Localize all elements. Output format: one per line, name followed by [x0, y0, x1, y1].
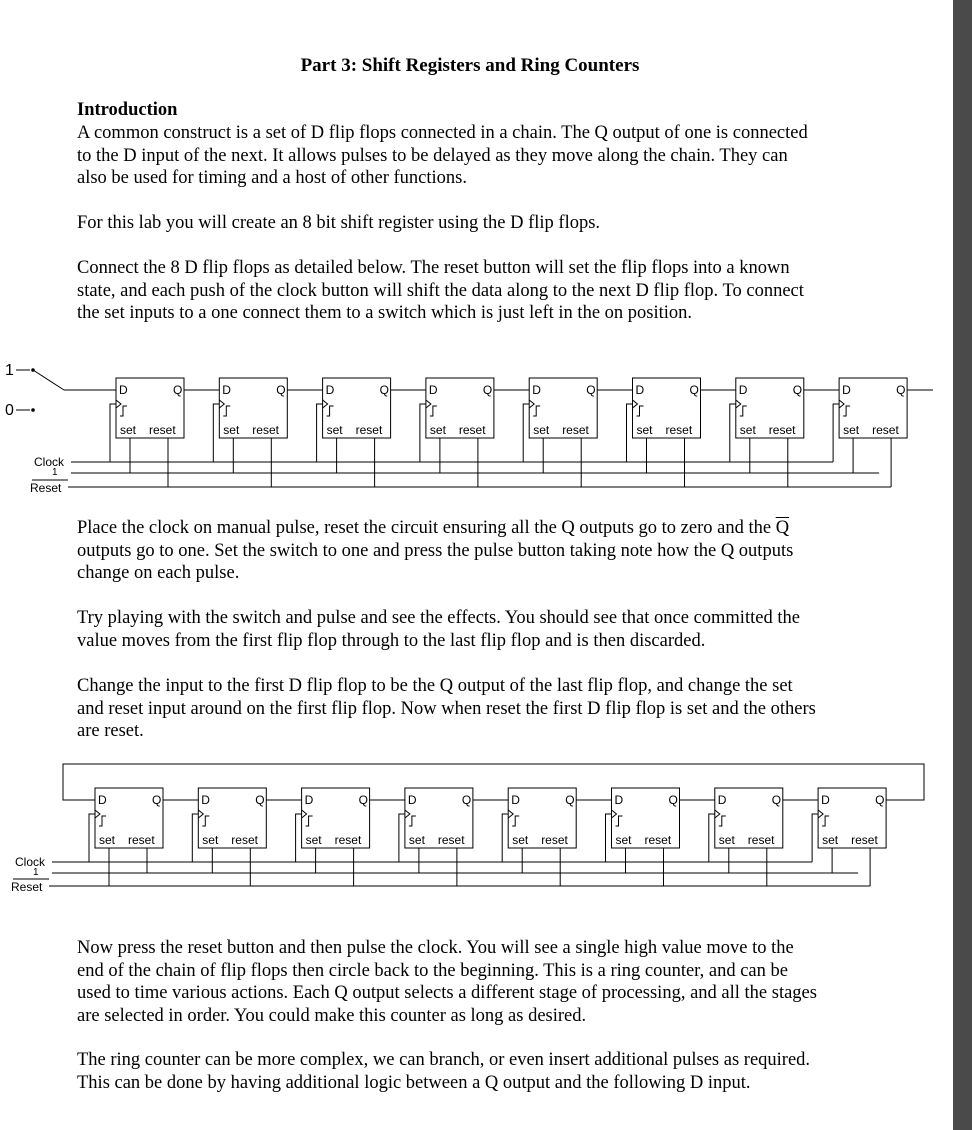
set-label: set	[408, 833, 425, 847]
set-label: set	[512, 833, 529, 847]
q-label: Q	[358, 793, 368, 807]
ring-counter-diagram	[0, 755, 940, 900]
clock-lead	[730, 404, 736, 462]
page-title: Part 3: Shift Registers and Ring Counters	[300, 55, 640, 76]
reset-label: reset	[149, 423, 176, 437]
q-label: Q	[586, 383, 596, 397]
reset-label: reset	[437, 833, 465, 847]
reset-line-label: Reset	[30, 481, 62, 495]
clock-lead	[502, 814, 508, 862]
set-label: set	[223, 423, 240, 437]
q-label: Q	[565, 793, 575, 807]
d-label: D	[222, 383, 231, 397]
d-label: D	[821, 793, 830, 807]
set-label: set	[739, 423, 756, 437]
reset-label: reset	[355, 423, 383, 437]
reset-label: reset	[128, 833, 155, 847]
shift-register-diagram	[0, 355, 940, 500]
reset-line-label: Reset	[11, 880, 43, 894]
q-label: Q	[771, 793, 782, 807]
set-label: set	[718, 833, 735, 847]
one-label: 1	[33, 867, 39, 878]
clock-lead	[213, 404, 219, 462]
clock-lead	[833, 404, 839, 462]
d-label: D	[407, 793, 417, 807]
clock-lead	[812, 814, 818, 862]
d-label: D	[304, 793, 314, 807]
switch-zero-label: 0	[5, 402, 14, 419]
q-label: Q	[482, 383, 493, 397]
q-label: Q	[152, 793, 162, 807]
set-label: set	[326, 423, 343, 437]
clock-lead	[89, 814, 95, 862]
paragraph-pulse: Place the clock on manual pulse, reset the circuit ensuring all the Q outputs go to zero and the $\overline{Q}$ outputs go to one. Set the switch to one and press the pulse button taking note how the Q outputs change on each pulse.	[77, 518, 794, 583]
q-label: Q	[689, 383, 699, 397]
q-label: Q	[276, 383, 286, 397]
intro-heading: Introduction	[77, 100, 178, 120]
q-bar: $\overline{Q}$	[775, 518, 790, 538]
set-label: set	[843, 423, 860, 437]
set-label: set	[305, 833, 322, 847]
paragraph-intro: A common construct is a set of D flip flops connected in a chain. The Q output of one is connected to the D input of the next. It allows pulses to be delayed as they move along the chain. They can also be used for timing and a host of other functions.	[77, 123, 808, 188]
d-label: D	[428, 383, 438, 397]
paragraph-try: Try playing with the switch and pulse and see the effects. You should see that once committed the value moves from the first flip flop through to the last flip flop and is then discarded.	[77, 608, 800, 651]
feedback-loop-wire	[63, 764, 924, 800]
q-label: Q	[255, 793, 265, 807]
d-label: D	[717, 793, 727, 807]
q-label: Q	[461, 793, 472, 807]
clock-lead	[317, 404, 323, 462]
clock-lead	[627, 404, 633, 462]
paragraph-lab-task: For this lab you will create an 8 bit shift register using the D flip flops.	[77, 213, 601, 233]
d-label: D	[119, 383, 128, 397]
clock-lead	[399, 814, 405, 862]
set-label: set	[120, 423, 137, 437]
reset-label: reset	[644, 833, 672, 847]
clock-lead	[110, 404, 116, 462]
d-label: D	[635, 383, 645, 397]
shift-register-circuit	[5, 362, 933, 495]
set-label: set	[615, 833, 632, 847]
reset-label: reset	[562, 423, 589, 437]
switch-lever	[33, 370, 64, 390]
set-label: set	[636, 423, 653, 437]
d-label: D	[325, 383, 335, 397]
q-label: Q	[668, 793, 678, 807]
set-label: set	[202, 833, 219, 847]
d-label: D	[98, 793, 107, 807]
clock-lead	[523, 404, 529, 462]
clock-lead	[709, 814, 715, 862]
switch-one-label: 1	[5, 362, 14, 379]
clock-lead	[296, 814, 302, 862]
d-label: D	[842, 383, 851, 397]
paragraph-complex: The ring counter can be more complex, we can branch, or even insert additional pulses as required. This can be done by having additional logic between a Q output and the following D input.	[77, 1050, 811, 1093]
one-label: 1	[52, 467, 58, 478]
q-label: Q	[173, 383, 183, 397]
clock-label: Clock	[34, 455, 65, 469]
q-label: Q	[379, 383, 389, 397]
reset-label: reset	[252, 423, 279, 437]
reset-label: reset	[851, 833, 878, 847]
d-label: D	[511, 793, 520, 807]
paragraph-change: Change the input to the first D flip flop to be the Q output of the last flip flop, and change the set and reset input around on the first flip flop. Now when reset the first D flip flop is set and the others are reset.	[77, 676, 816, 741]
reset-label: reset	[747, 833, 775, 847]
scrollbar[interactable]	[953, 0, 972, 1130]
reset-label: reset	[458, 423, 486, 437]
reset-label: reset	[665, 423, 693, 437]
set-label: set	[429, 423, 446, 437]
ring-counter-circuit	[11, 764, 924, 894]
q-label: Q	[896, 383, 906, 397]
clock-lead	[192, 814, 198, 862]
d-label: D	[532, 383, 541, 397]
reset-label: reset	[334, 833, 362, 847]
set-label: set	[822, 833, 839, 847]
paragraph-connect: Connect the 8 D flip flops as detailed below. The reset button will set the flip flops into a known state, and each push of the clock button will shift the data along to the next D flip flop. To connect the set inputs to a one connect them to a switch which is just left in the on position.	[77, 258, 804, 323]
d-label: D	[614, 793, 624, 807]
reset-label: reset	[541, 833, 568, 847]
reset-label: reset	[872, 423, 899, 437]
paragraph-ring: Now press the reset button and then pulse the clock. You will see a single high value move to the end of the chain of flip flops then circle back to the beginning. This is a ring counter, and can be used to time various actions. Each Q output selects a different stage of processing, and all the stages are selected in order. You could make this counter as long as desired.	[77, 938, 817, 1026]
set-label: set	[533, 423, 550, 437]
set-label: set	[99, 833, 116, 847]
clock-label: Clock	[15, 855, 46, 869]
d-label: D	[201, 793, 210, 807]
q-label: Q	[875, 793, 885, 807]
d-label: D	[738, 383, 748, 397]
reset-label: reset	[768, 423, 796, 437]
reset-label: reset	[231, 833, 258, 847]
clock-lead	[606, 814, 612, 862]
clock-lead	[420, 404, 426, 462]
q-label: Q	[792, 383, 803, 397]
switch-contact-zero	[31, 408, 35, 412]
